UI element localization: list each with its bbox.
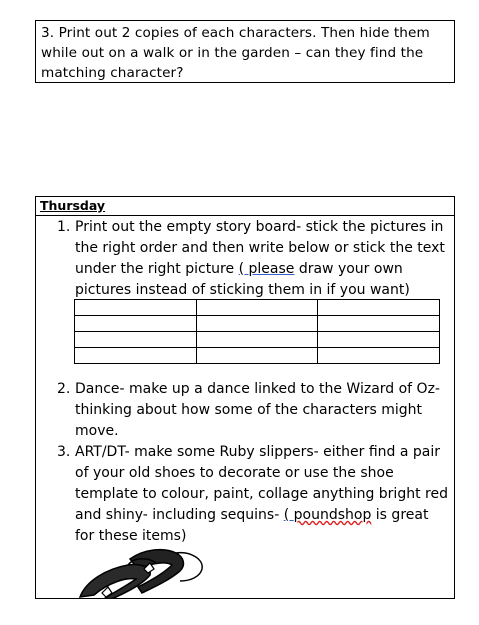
storyboard-cell [196, 316, 318, 332]
storyboard-cell [318, 348, 440, 364]
item-text: Print out the empty story board- stick the pictures in the right order and then write below or stick the text under the right picture ( please draw your own pictures instead of sticking them in if you want) [75, 219, 445, 298]
storyboard-cell [75, 316, 197, 332]
item-text: ART/DT- make some Ruby slippers- either find a pair of your old shoes to decorate or use the shoe template to colour, paint, collage anything bright red and shiny- including sequins- ( poundshop is great for these items) [75, 444, 448, 544]
storyboard-cell [196, 348, 318, 364]
thursday-heading [36, 197, 454, 216]
activity-3-text: 3. Print out 2 copies of each characters. Then hide them while out on a walk or in the garden – can they find the matching character? [41, 25, 430, 81]
table-row [75, 348, 440, 364]
item-text: Dance- make up a dance linked to the Wizard of Oz- thinking about how some of the characters might move. [75, 381, 440, 439]
table-row [75, 300, 440, 316]
thursday-box [35, 196, 455, 599]
storyboard-cell [318, 316, 440, 332]
table-row [75, 316, 440, 332]
storyboard-cell [318, 300, 440, 316]
storyboard-cell [75, 300, 197, 316]
item-number: 3. [57, 444, 71, 460]
misspelled-word: poundshop [293, 507, 372, 523]
table-row [75, 332, 440, 348]
storyboard-cell [318, 332, 440, 348]
storyboard-grid [74, 299, 440, 364]
item-number: 2. [57, 381, 71, 397]
heading-text: Thursday [40, 198, 106, 213]
storyboard-cell [75, 348, 197, 364]
item-number: 1. [57, 219, 71, 235]
underlined-phrase: ( please [238, 261, 295, 277]
storyboard-cell [196, 332, 318, 348]
storyboard-cell [75, 332, 197, 348]
ruby-slippers-image [72, 547, 212, 599]
storyboard-cell [196, 300, 318, 316]
activity-box-top [35, 20, 455, 83]
